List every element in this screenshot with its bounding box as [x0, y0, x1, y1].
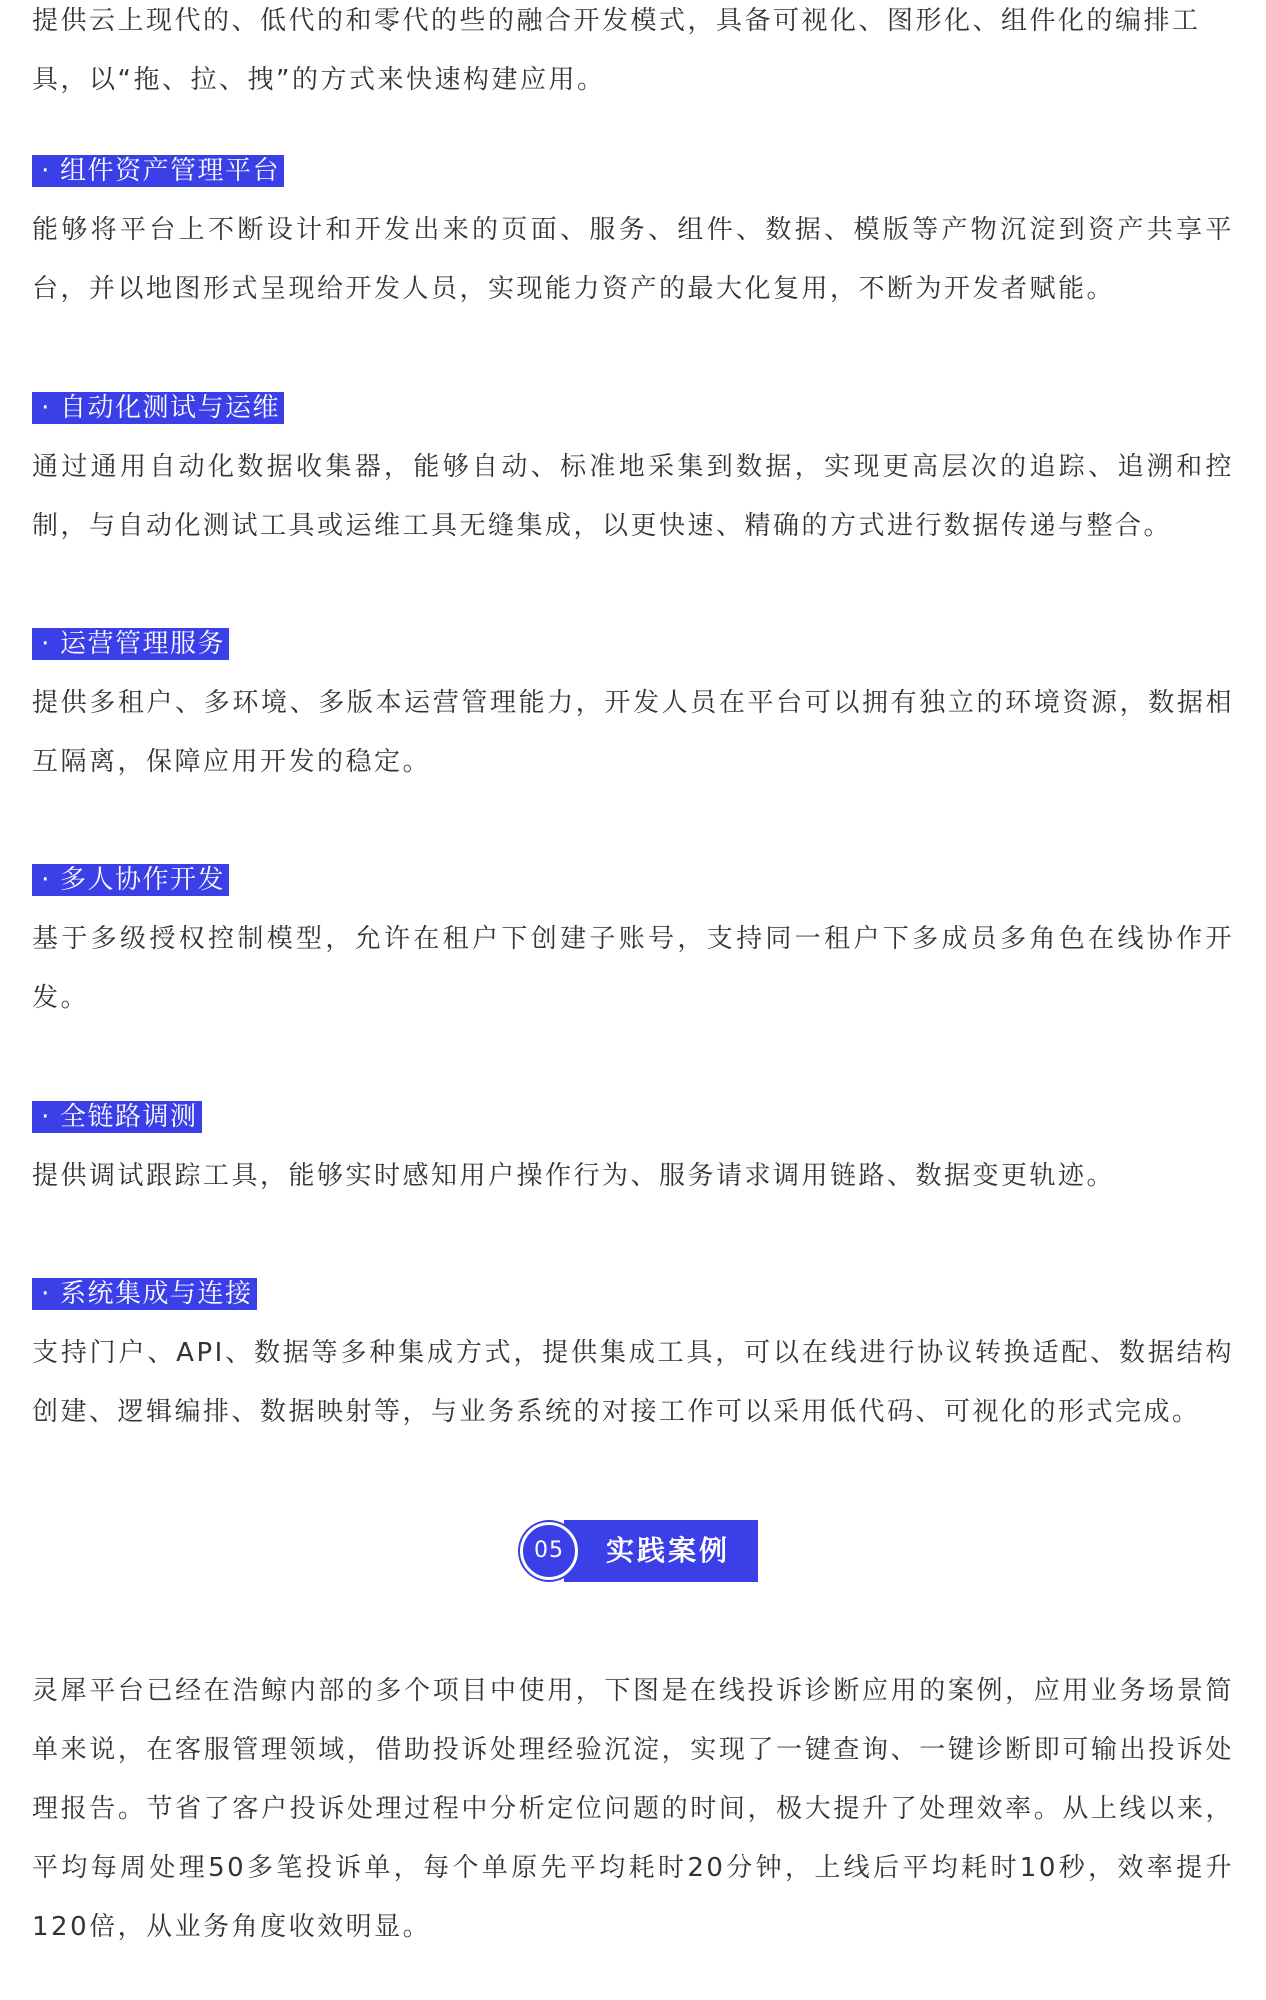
bullet-dot: · [41, 629, 51, 659]
case-paragraph: 灵犀平台已经在浩鲸内部的多个项目中使用，下图是在线投诉诊断应用的案例，应用业务场景简单来说，在客服管理领域，借助投诉处理经验沉淀，实现了一键查询、一键诊断即可输出投诉处理报告。节省了客户投诉处理过程中分析定位问题的时间，极大提升了处理效率。从上线以来，平均每周处理50多笔投诉单，每个单原先平均耗时20分钟，上线后平均耗时10秒，效率提升120倍，从业务角度收效明显。 [32, 1676, 1234, 1942]
intro-line-1: 提供云上现代的、低代的和零代的些的融合开发模式，具备可视化、图形化、组件化的编排工 [32, 6, 1201, 36]
intro-paragraph [32, 0, 1234, 110]
section-number: 05 [520, 1522, 578, 1580]
feature-text-asset-platform: 能够将平台上不断设计和开发出来的页面、服务、组件、数据、模版等产物沉淀到资产共享平台，并以地图形式呈现给开发人员，实现能力资产的最大化复用，不断为开发者赋能。 [32, 215, 1234, 304]
feature-title: 全链路调测 [60, 1102, 198, 1132]
feature-title: 运营管理服务 [60, 629, 226, 659]
feature-text-full-trace: 提供调试跟踪工具，能够实时感知用户操作行为、服务请求调用链路、数据变更轨迹。 [32, 1161, 1116, 1191]
feature-title: 多人协作开发 [60, 865, 226, 895]
feature-heading-collab-dev [32, 864, 229, 896]
feature-heading-asset-platform [32, 155, 284, 187]
bullet-dot: · [41, 393, 51, 423]
intro-line-2: 具，以“拖、拉、拽”的方式来快速构建应用。 [32, 65, 606, 95]
feature-title: 组件资产管理平台 [60, 156, 281, 186]
feature-text-ops-service: 提供多租户、多环境、多版本运营管理能力，开发人员在平台可以拥有独立的环境资源，数据相互隔离，保障应用开发的稳定。 [32, 688, 1234, 777]
feature-heading-ops-service [32, 628, 229, 660]
feature-title: 系统集成与连接 [60, 1279, 253, 1309]
feature-text-integration: 支持门户、API、数据等多种集成方式，提供集成工具，可以在线进行协议转换适配、数据结构创建、逻辑编排、数据映射等，与业务系统的对接工作可以采用低代码、可视化的形式完成。 [32, 1338, 1234, 1427]
section-title: 实践案例 [606, 1534, 731, 1567]
bullet-dot: · [41, 1102, 51, 1132]
bullet-dot: · [41, 1279, 51, 1309]
feature-heading-full-trace [32, 1101, 202, 1133]
feature-heading-auto-test [32, 392, 284, 424]
feature-heading-integration [32, 1278, 257, 1310]
feature-text-collab-dev: 基于多级授权控制模型，允许在租户下创建子账号，支持同一租户下多成员多角色在线协作开发。 [32, 924, 1234, 1013]
feature-title: 自动化测试与运维 [60, 393, 281, 423]
feature-text-auto-test: 通过通用自动化数据收集器，能够自动、标准地采集到数据，实现更高层次的追踪、追溯和控制，与自动化测试工具或运维工具无缝集成，以更快速、精确的方式进行数据传递与整合。 [32, 452, 1234, 541]
bullet-dot: · [41, 156, 51, 186]
bullet-dot: · [41, 865, 51, 895]
